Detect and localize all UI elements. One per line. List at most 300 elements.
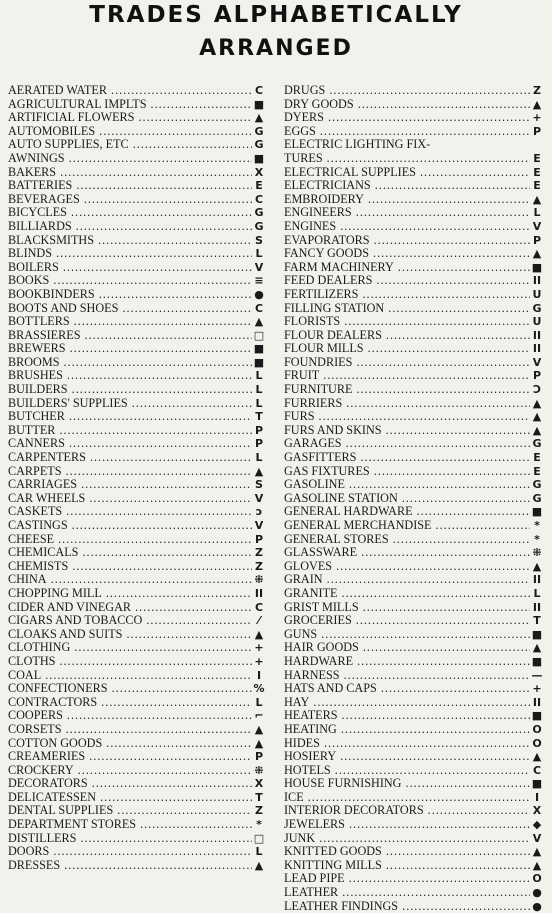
trade-label: COAL .....: [8, 669, 250, 683]
trade-entry: [8, 220, 266, 234]
trade-label: BRUSHES .....: [8, 369, 250, 383]
trade-code-symbol: II: [530, 274, 544, 288]
trade-code-symbol: U: [530, 288, 544, 302]
trade-label: GAS FIXTURES .....: [284, 465, 528, 479]
trade-code-symbol: —: [531, 668, 543, 682]
trade-code-symbol: Z: [252, 560, 266, 574]
page-title-line2: ARRANGED: [199, 36, 353, 61]
trade-label: GRIST MILLS .....: [284, 601, 528, 615]
trade-code-symbol: G: [530, 302, 544, 316]
trade-code-symbol: G: [530, 437, 544, 451]
trade-label: HIDES .....: [284, 737, 528, 751]
trade-label: ICE .....: [284, 791, 528, 805]
trade-entry: [284, 804, 544, 818]
trade-code-symbol: ◆: [530, 818, 544, 832]
trade-code-symbol: ▲: [252, 628, 266, 642]
trade-code-symbol: ▲: [252, 723, 266, 737]
trade-label: CHEMICALS .....: [8, 546, 250, 560]
trade-label: CHEMISTS .....: [8, 560, 250, 574]
trade-code-symbol: V: [530, 356, 544, 370]
trade-entry: [284, 465, 544, 479]
trade-label: CANNERS .....: [8, 437, 250, 451]
trade-code-symbol: E: [530, 465, 544, 479]
trade-label: GASOLINE STATION .....: [284, 492, 528, 506]
trade-code-symbol: P: [252, 750, 266, 764]
trade-label: ENGINES .....: [284, 220, 528, 234]
trade-label: CLOTHS .....: [8, 655, 250, 669]
trade-entry: [284, 424, 544, 438]
trade-code-symbol: S: [252, 478, 266, 492]
trade-entry: [284, 601, 544, 615]
trade-code-symbol: ▲: [252, 111, 266, 125]
trade-entry: [284, 302, 544, 316]
trade-code-symbol: V: [252, 492, 266, 506]
trade-label: INTERIOR DECORATORS .....: [284, 804, 528, 818]
trade-label: CIDER AND VINEGAR .....: [8, 601, 250, 615]
trade-label: AUTO SUPPLIES, ETC .....: [8, 138, 250, 152]
trade-code-symbol: ▲: [530, 247, 544, 261]
trade-entry: [8, 546, 266, 560]
trade-code-symbol: L: [252, 845, 266, 859]
trade-entry: [284, 234, 544, 248]
trade-entry: [8, 397, 266, 411]
trade-entry: [8, 111, 266, 125]
trade-label: ELECTRICIANS .....: [284, 179, 528, 193]
trade-code-symbol: G: [252, 138, 266, 152]
trade-entry: [284, 764, 544, 778]
trade-label: GENERAL MERCHANDISE .....: [284, 519, 528, 533]
trade-label: CONFECTIONERS .....: [8, 682, 250, 696]
trade-entry: [8, 369, 266, 383]
trade-entry: [284, 682, 544, 696]
trade-label: DRUGS .....: [284, 84, 528, 98]
trade-entry: [284, 737, 544, 751]
trade-entry: [284, 342, 544, 356]
trade-label: GRAIN .....: [284, 573, 528, 587]
trade-code-symbol: ●: [530, 886, 544, 900]
trade-entry: [284, 587, 544, 601]
trade-label: COTTON GOODS .....: [8, 737, 250, 751]
trade-code-symbol: P: [530, 234, 544, 248]
trade-code-symbol: V: [530, 832, 544, 846]
trade-label: HOTELS .....: [284, 764, 528, 778]
trade-label: BATTERIES .....: [8, 179, 250, 193]
trade-code-symbol: C: [252, 601, 266, 615]
trade-code-symbol: ⁜: [252, 764, 266, 778]
trade-label: DEPARTMENT STORES .....: [8, 818, 250, 832]
trade-code-symbol: V: [530, 220, 544, 234]
trade-entry: [8, 451, 266, 465]
trade-label: DOORS .....: [8, 845, 250, 859]
trade-code-symbol: E: [530, 179, 544, 193]
trade-entry: [8, 84, 266, 98]
trade-code-symbol: I: [530, 791, 544, 805]
trade-code-symbol: ▲: [530, 193, 544, 207]
trade-code-symbol: G: [252, 206, 266, 220]
trade-label: ELECTRIC LIGHTING FIX-: [284, 138, 431, 152]
trade-entry: [8, 274, 266, 288]
trade-label: BRASSIERES .....: [8, 329, 250, 343]
trade-label: AERATED WATER .....: [8, 84, 250, 98]
trade-label: EGGS .....: [284, 125, 528, 139]
trade-label: AGRICULTURAL IMPLTS .....: [8, 98, 250, 112]
trade-label: LEATHER .....: [284, 886, 528, 900]
trade-code-symbol: ▲: [530, 424, 544, 438]
trade-code-symbol: Z: [252, 804, 266, 818]
trade-entry: [8, 193, 266, 207]
trade-label: FLOUR MILLS .....: [284, 342, 528, 356]
trade-entry: [284, 505, 544, 519]
trade-entry: [8, 125, 266, 139]
trade-code-symbol: P: [530, 369, 544, 383]
trade-label: LEAD PIPE .....: [284, 872, 528, 886]
trade-entry: [284, 492, 544, 506]
trade-code-symbol: L: [252, 383, 266, 397]
trade-entry: [284, 845, 544, 859]
trade-code-symbol: *: [530, 533, 544, 547]
trade-entry: [284, 546, 544, 560]
trade-label: CHOPPING MILL .....: [8, 587, 250, 601]
right-column: [284, 84, 544, 913]
trade-label: JUNK .....: [284, 832, 528, 846]
trade-label: HOSIERY .....: [284, 750, 528, 764]
trade-code-symbol: ▲: [530, 560, 544, 574]
trade-label: HOUSE FURNISHING .....: [284, 777, 528, 791]
trade-label: BOOTS AND SHOES .....: [8, 302, 250, 316]
trade-entry: [8, 98, 266, 112]
trade-code-symbol: L: [530, 587, 544, 601]
trade-label: CROCKERY .....: [8, 764, 250, 778]
trade-entry: [284, 886, 544, 900]
trade-entry: [8, 682, 266, 696]
trade-entry: [8, 465, 266, 479]
trade-entry: [8, 261, 266, 275]
trade-entry: [284, 900, 544, 913]
trade-code-symbol: +: [530, 682, 544, 696]
trade-entry: [284, 315, 544, 329]
trade-code-symbol: C: [252, 193, 266, 207]
trade-code-symbol: ■: [531, 709, 543, 723]
trade-entry: [284, 669, 544, 683]
trade-code-symbol: ⁜: [252, 573, 266, 587]
trade-code-symbol: ■: [531, 505, 543, 519]
trade-entry: [284, 369, 544, 383]
trade-code-symbol: E: [530, 166, 544, 180]
trade-code-symbol: O: [530, 872, 544, 886]
trade-label: CHEESE .....: [8, 533, 250, 547]
trade-label: GARAGES .....: [284, 437, 528, 451]
trade-code-symbol: Z: [252, 546, 266, 560]
trade-entry: [8, 859, 266, 873]
trade-entry: [284, 777, 544, 791]
trade-code-symbol: ▲: [252, 737, 266, 751]
trade-entry: [284, 451, 544, 465]
trade-code-symbol: ■: [531, 777, 543, 791]
trade-code-symbol: P: [252, 533, 266, 547]
trade-label: ELECTRICAL SUPPLIES .....: [284, 166, 528, 180]
trade-code-symbol: ▲: [252, 859, 266, 873]
trade-entry: [8, 832, 266, 846]
trade-code-symbol: E: [530, 451, 544, 465]
trade-entry: [284, 709, 544, 723]
trade-label: BILLIARDS .....: [8, 220, 250, 234]
trade-entry: [284, 410, 544, 424]
trade-code-symbol: E: [252, 179, 266, 193]
trade-entry: [8, 179, 266, 193]
trade-code-symbol: ▲: [252, 315, 266, 329]
trade-entry: [8, 804, 266, 818]
trade-entry: [8, 845, 266, 859]
trade-entry: [8, 777, 266, 791]
trade-entry: [284, 179, 544, 193]
trade-label: CLOTHING .....: [8, 641, 250, 655]
trade-code-symbol: ■: [531, 654, 543, 668]
trade-entry: [284, 560, 544, 574]
trade-label: GLOVES .....: [284, 560, 528, 574]
trade-code-symbol: L: [252, 397, 266, 411]
trade-entry: [8, 383, 266, 397]
trade-label: EMBROIDERY .....: [284, 193, 528, 207]
trade-label: HARNESS .....: [284, 669, 528, 683]
trade-code-symbol: ↄ: [252, 505, 266, 519]
trade-entry: [8, 641, 266, 655]
trade-entry: [284, 859, 544, 873]
trade-code-symbol: *: [252, 818, 266, 832]
trade-code-symbol: ▲: [530, 750, 544, 764]
trade-code-symbol: X: [252, 166, 266, 180]
trade-entry: [284, 166, 544, 180]
trade-code-symbol: L: [252, 369, 266, 383]
trade-code-symbol: %: [253, 682, 265, 696]
trade-entry: [8, 764, 266, 778]
trade-entry: [8, 329, 266, 343]
trade-code-symbol: L: [252, 451, 266, 465]
trade-label: ARTIFICIAL FLOWERS .....: [8, 111, 250, 125]
trade-label: FANCY GOODS .....: [284, 247, 528, 261]
trade-code-symbol: ▲: [252, 465, 266, 479]
trade-label: CAR WHEELS .....: [8, 492, 250, 506]
trade-label: GROCERIES .....: [284, 614, 528, 628]
trade-entry: [284, 628, 544, 642]
trade-code-symbol: ▲: [530, 397, 544, 411]
trade-entry: [8, 234, 266, 248]
trade-code-symbol: G: [252, 220, 266, 234]
trade-label: GRANITE .....: [284, 587, 528, 601]
trade-code-symbol: E: [530, 152, 544, 166]
trade-code-symbol: II: [252, 587, 266, 601]
trade-label: FURRIERS .....: [284, 397, 528, 411]
trade-entry: [8, 737, 266, 751]
trade-code-symbol: □: [253, 328, 265, 342]
trade-entry: [284, 696, 544, 710]
trade-entry: [284, 84, 544, 98]
trade-code-symbol: X: [530, 804, 544, 818]
trade-entry: [284, 614, 544, 628]
trade-entry: [284, 125, 544, 139]
trade-code-symbol: X: [252, 777, 266, 791]
trade-code-symbol: T: [252, 410, 266, 424]
trade-label: TURES .....: [284, 152, 528, 166]
trade-label: FLORISTS .....: [284, 315, 528, 329]
trade-entry: [284, 288, 544, 302]
trade-entry: [8, 519, 266, 533]
trade-code-symbol: ■: [531, 260, 543, 274]
trade-code-symbol: V: [252, 261, 266, 275]
trade-entry: [284, 641, 544, 655]
trade-entry: [284, 655, 544, 669]
trade-code-symbol: S: [252, 234, 266, 248]
trade-label: BUTCHER .....: [8, 410, 250, 424]
trade-code-symbol: O: [530, 737, 544, 751]
trade-entry: [8, 302, 266, 316]
trade-entry: [284, 383, 544, 397]
trade-code-symbol: ▲: [530, 859, 544, 873]
trade-label: CASKETS .....: [8, 505, 250, 519]
trade-code-symbol: U: [530, 315, 544, 329]
trade-code-symbol: ■: [253, 151, 265, 165]
trade-label: BUTTER .....: [8, 424, 250, 438]
trade-label: FOUNDRIES .....: [284, 356, 528, 370]
trade-entry: [284, 573, 544, 587]
trade-entry: [284, 750, 544, 764]
trade-code-symbol: L: [252, 696, 266, 710]
trade-entry: [284, 138, 544, 152]
trade-code-symbol: +: [530, 111, 544, 125]
trade-label: FLOUR DEALERS .....: [284, 329, 528, 343]
trade-code-symbol: L: [530, 206, 544, 220]
trade-code-symbol: Ↄ: [530, 383, 544, 397]
trade-label: BUILDERS .....: [8, 383, 250, 397]
trade-entry: [8, 492, 266, 506]
trade-label: FARM MACHINERY .....: [284, 261, 528, 275]
trade-code-symbol: ⌐: [252, 709, 266, 723]
trade-entry: [8, 587, 266, 601]
trade-entry: [8, 560, 266, 574]
trade-code-symbol: P: [252, 437, 266, 451]
trade-entry: [8, 533, 266, 547]
trade-entry: [8, 206, 266, 220]
trade-entry: [8, 669, 266, 683]
trade-entry: [8, 356, 266, 370]
trade-label: BOILERS .....: [8, 261, 250, 275]
trade-label: KNITTED GOODS .....: [284, 845, 528, 859]
trade-entry: [284, 193, 544, 207]
trade-code-symbol: V: [252, 519, 266, 533]
trade-label: CORSETS .....: [8, 723, 250, 737]
trade-label: FURS .....: [284, 410, 528, 424]
trade-entry: [8, 601, 266, 615]
trade-code-symbol: ▲: [530, 410, 544, 424]
trade-code-symbol: T: [252, 791, 266, 805]
trade-label: CLOAKS AND SUITS .....: [8, 628, 250, 642]
trade-code-symbol: C: [252, 302, 266, 316]
trade-label: HAY .....: [284, 696, 528, 710]
trade-code-symbol: ■: [253, 355, 265, 369]
trade-code-symbol: II: [530, 601, 544, 615]
trade-entry: [8, 410, 266, 424]
trade-entry: [8, 628, 266, 642]
trade-code-symbol: P: [530, 125, 544, 139]
trade-entry: [8, 723, 266, 737]
trade-label: BOTTLERS .....: [8, 315, 250, 329]
trade-label: CASTINGS .....: [8, 519, 250, 533]
trade-code-symbol: ■: [253, 342, 265, 356]
trade-entry: [284, 818, 544, 832]
trade-label: AUTOMOBILES .....: [8, 125, 250, 139]
trade-entry: [284, 206, 544, 220]
trade-entry: [284, 791, 544, 805]
trade-code-symbol: C: [530, 764, 544, 778]
trade-entry: [8, 315, 266, 329]
trade-label: FRUIT .....: [284, 369, 528, 383]
trade-entry: [284, 356, 544, 370]
trade-entry: [284, 152, 544, 166]
trade-code-symbol: ▲: [530, 98, 544, 112]
trade-entry: [8, 424, 266, 438]
trade-label: FERTILIZERS .....: [284, 288, 528, 302]
trade-code-symbol: +: [252, 641, 266, 655]
trade-code-symbol: O: [530, 723, 544, 737]
trade-label: COOPERS .....: [8, 709, 250, 723]
trade-entry: [8, 247, 266, 261]
trade-entry: [8, 437, 266, 451]
trade-entry: [8, 342, 266, 356]
trade-label: CARPETS .....: [8, 465, 250, 479]
trade-code-symbol: I: [252, 669, 266, 683]
trade-entry: [8, 138, 266, 152]
trade-entry: [8, 818, 266, 832]
trade-entry: [284, 98, 544, 112]
trade-label: CARPENTERS .....: [8, 451, 250, 465]
trade-label: BUILDERS' SUPPLIES .....: [8, 397, 250, 411]
trade-code-symbol: L: [252, 247, 266, 261]
trade-label: GENERAL STORES .....: [284, 533, 528, 547]
trade-entry: [284, 437, 544, 451]
trade-entry: [284, 329, 544, 343]
trade-entry: [284, 220, 544, 234]
trade-entry: [284, 519, 544, 533]
trade-code-symbol: ⁜: [530, 546, 544, 560]
trade-label: BEVERAGES .....: [8, 193, 250, 207]
trade-entry: [284, 533, 544, 547]
trade-code-symbol: T: [530, 614, 544, 628]
trade-label: BLACKSMITHS .....: [8, 234, 250, 248]
trade-code-symbol: ▲: [530, 641, 544, 655]
trade-label: GUNS .....: [284, 628, 528, 642]
trade-entry: [8, 696, 266, 710]
trade-label: CONTRACTORS .....: [8, 696, 250, 710]
trade-entry: [8, 791, 266, 805]
trade-code-symbol: II: [530, 342, 544, 356]
trade-entry: [8, 478, 266, 492]
trade-label: DISTILLERS .....: [8, 832, 250, 846]
trade-entry: [284, 274, 544, 288]
trade-entry: [8, 505, 266, 519]
trade-code-symbol: □: [253, 831, 265, 845]
trade-label: FILLING STATION .....: [284, 302, 528, 316]
trade-label: AWNINGS .....: [8, 152, 250, 166]
trade-code-symbol: ■: [531, 627, 543, 641]
trade-code-symbol: ⁄: [252, 614, 266, 628]
trade-label: ENGINEERS .....: [284, 206, 528, 220]
trade-code-symbol: G: [530, 492, 544, 506]
trade-label: HEATING .....: [284, 723, 528, 737]
trade-entry: [284, 261, 544, 275]
trade-label: DELICATESSEN .....: [8, 791, 250, 805]
trade-entry: [284, 111, 544, 125]
trade-label: HEATERS .....: [284, 709, 528, 723]
trade-entry: [8, 709, 266, 723]
